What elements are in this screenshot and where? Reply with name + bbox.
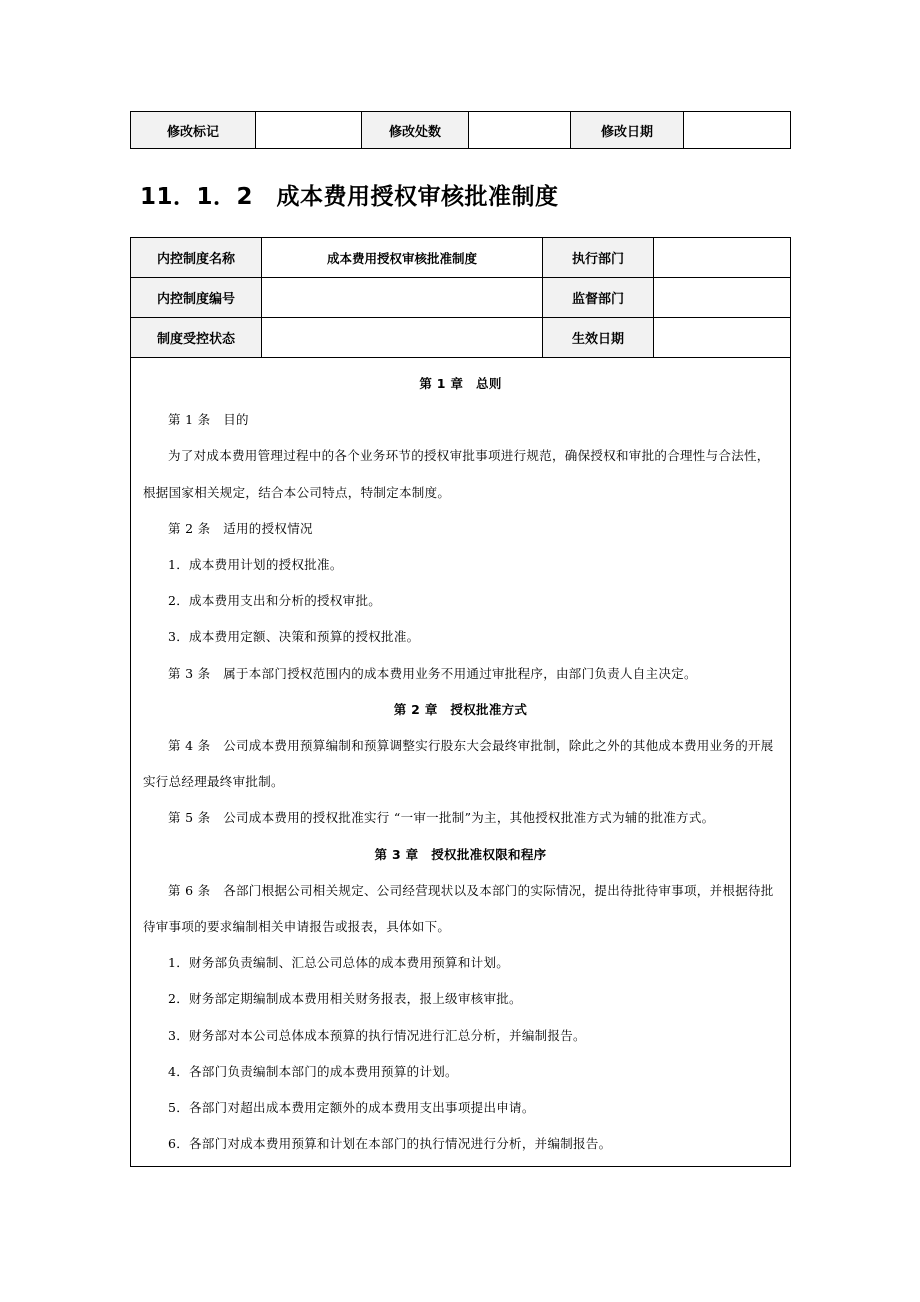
section-heading: 11．1．2 成本费用授权审核批准制度 — [140, 184, 559, 210]
revision-mark-label: 修改标记 — [131, 112, 256, 149]
chapter-heading: 第 3 章 授权批准权限和程序 — [374, 846, 547, 862]
list-item: 2．成本费用支出和分析的授权审批。 — [168, 593, 382, 609]
revision-place-label: 修改处数 — [362, 112, 469, 149]
chapter-heading: 第 2 章 授权批准方式 — [393, 701, 528, 717]
revision-table — [130, 111, 791, 149]
list-item: 4．各部门负责编制本部门的成本费用预算的计划。 — [168, 1063, 458, 1079]
control-status-value[interactable] — [262, 318, 543, 358]
list-item: 3．财务部对本公司总体成本预算的执行情况进行汇总分析，并编制报告。 — [168, 1027, 586, 1043]
revision-place-value[interactable] — [469, 112, 571, 149]
list-item: 5．各部门对超出成本费用定额外的成本费用支出事项提出申请。 — [168, 1100, 535, 1116]
article-paragraph: 第 3 条 属于本部门授权范围内的成本费用业务不用通过审批程序，由部门负责人自主决定。 — [168, 665, 697, 681]
effective-date-value[interactable] — [654, 318, 791, 358]
revision-mark-value[interactable] — [256, 112, 362, 149]
chapter-heading: 第 1 章 总则 — [419, 376, 502, 391]
article-heading: 第 2 条 适用的授权情况 — [168, 520, 313, 536]
exec-dept-value[interactable] — [654, 238, 791, 278]
article-heading: 第 1 条 目的 — [168, 412, 249, 428]
control-name-label: 内控制度名称 — [131, 238, 262, 278]
article-paragraph: 第 4 条 公司成本费用预算编制和预算调整实行股东大会最终审批制，除此之外的其他成本费用业务的开展实行总经理最终审批制。 — [143, 738, 774, 790]
control-code-value[interactable] — [262, 278, 543, 318]
list-item: 2．财务部定期编制成本费用相关财务报表，报上级审核审批。 — [168, 991, 522, 1007]
regulation-body — [131, 358, 791, 1167]
article-paragraph: 第 5 条 公司成本费用的授权批准实行 “一审一批制”为主，其他授权批准方式为辅的批准方式。 — [168, 810, 715, 826]
list-item: 6．各部门对成本费用预算和计划在本部门的执行情况进行分析，并编制报告。 — [168, 1136, 612, 1152]
control-name-value: 成本费用授权审核批准制度 — [262, 238, 543, 278]
effective-date-label: 生效日期 — [543, 318, 654, 358]
list-item: 3．成本费用定额、决策和预算的授权批准。 — [168, 629, 420, 645]
list-item: 1．成本费用计划的授权批准。 — [168, 557, 343, 573]
control-info-table — [130, 237, 791, 1167]
revision-date-label: 修改日期 — [571, 112, 684, 149]
exec-dept-label: 执行部门 — [543, 238, 654, 278]
supervise-dept-label: 监督部门 — [543, 278, 654, 318]
revision-date-value[interactable] — [684, 112, 791, 149]
control-code-label: 内控制度编号 — [131, 278, 262, 318]
supervise-dept-value[interactable] — [654, 278, 791, 318]
list-item: 1．财务部负责编制、汇总公司总体的成本费用预算和计划。 — [168, 955, 510, 971]
paragraph: 为了对成本费用管理过程中的各个业务环节的授权审批事项进行规范，确保授权和审批的合理性与合法性，根据国家相关规定，结合本公司特点，特制定本制度。 — [143, 448, 770, 500]
article-paragraph: 第 6 条 各部门根据公司相关规定、公司经营现状以及本部门的实际情况，提出待批待审事项，并根据待批待审事项的要求编制相关申请报告或报表，具体如下。 — [143, 882, 774, 935]
control-status-label: 制度受控状态 — [131, 318, 262, 358]
